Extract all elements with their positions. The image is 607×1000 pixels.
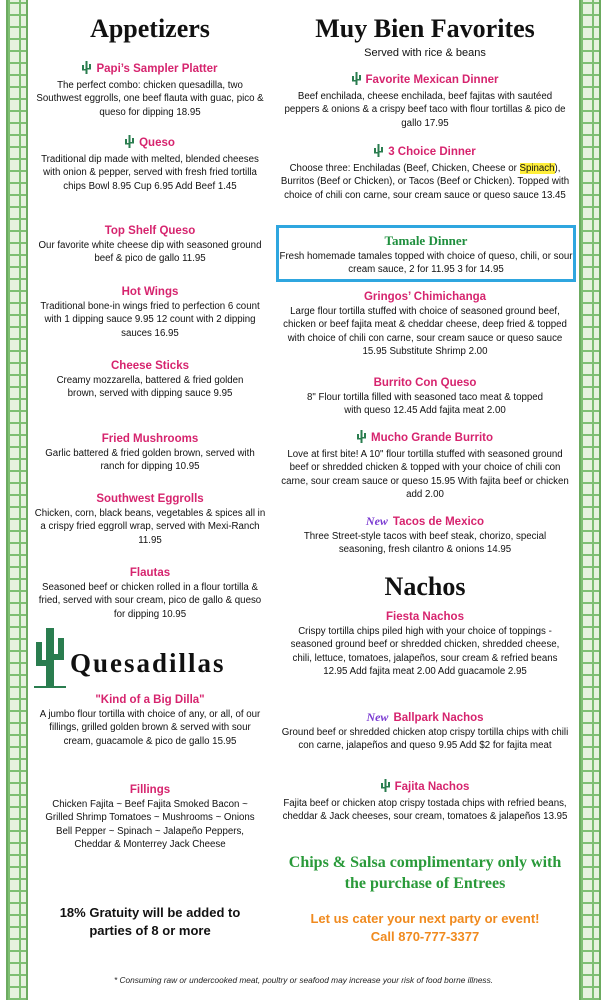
item-title: Cheese Sticks <box>111 360 189 372</box>
item-description: Traditional dip made with melted, blended cheeses with onion & pepper, served with fresh fried tortilla chips Bowl 8.95 Cup 6.95 Add Beef 1.45 <box>41 154 259 192</box>
item-title: Papi’s Sampler Platter <box>96 63 218 75</box>
menu-item-fajita-nachos <box>280 779 570 824</box>
menu-item-fillings <box>34 783 266 851</box>
cactus-icon <box>357 430 366 447</box>
item-description: Ground beef or shredded chicken atop crispy tortilla chips with chili con carne, jalapeños and queso 9.95 Add $2 for fajita meat <box>281 727 569 752</box>
quesadillas-header <box>34 626 266 690</box>
menu-item-3-choice-dinner <box>280 144 570 202</box>
cactus-icon <box>374 144 383 161</box>
menu-item-tacos-de-mexico <box>280 514 570 557</box>
item-description: Fajita beef or chicken atop crispy tostada chips with refried beans, cheddar & Jack cheeses, sour cream, tomatoes & jalapeños 13.95 <box>282 798 568 823</box>
item-title: Flautas <box>129 567 171 579</box>
item-description: A jumbo flour tortilla with choice of any, or all, of our fillings, grilled golden brown & served with sour cream, guacamole & pico de gallo 15.95 <box>39 709 261 747</box>
catering-notice: Let us cater your next party or event! Call 870-777-3377 <box>310 911 540 944</box>
menu-item-chimichanga <box>280 290 570 358</box>
item-title: Favorite Mexican Dinner <box>365 74 499 86</box>
cactus-icon <box>381 779 390 796</box>
quesadillas-heading: Quesadillas <box>70 648 226 678</box>
menu-item-papis-sampler <box>34 61 266 119</box>
item-description: Crispy tortilla chips piled high with your choice of toppings - seasoned ground beef or shredded chicken, shredded cheese, chili, lettuce, tomatoes, jalapeños, sour cream & refried beans 12.95 Add fajita meat 2.00 Add guacamole 2.95 <box>290 626 560 677</box>
new-badge: New <box>365 514 388 528</box>
item-title: "Kind of a Big Dilla" <box>95 694 205 706</box>
item-description: Beef enchilada, cheese enchilada, beef fajitas with sautéed peppers & onions & a crispy beef taco with flour tortillas & pico de gallo 17.95 <box>284 91 566 129</box>
menu-item-mucho-grande-burrito <box>280 430 570 501</box>
chips-salsa-note: Chips & Salsa complimentary only with the purchase of Entrees <box>288 854 562 892</box>
item-description: 8" Flour tortilla filled with seasoned taco meat & topped with queso 12.45 Add fajita meat 2.00 <box>306 392 544 417</box>
item-title: Tacos de Mexico <box>392 516 485 528</box>
item-description: Creamy mozzarella, battered & fried golden brown, served with dipping sauce 9.95 <box>56 375 244 400</box>
item-title: Fried Mushrooms <box>101 433 199 445</box>
cactus-icon <box>352 72 361 89</box>
item-title: Fillings <box>129 784 171 796</box>
favorites-heading: Muy Bien Favorites <box>315 14 535 43</box>
item-description: Chicken, corn, black beans, vegetables & spices all in a crispy fried eggroll wrap, served with Mexi-Ranch 11.95 <box>34 508 266 546</box>
desc-part: ), Burritos (Beef or Chicken), or Tacos (Beef or Chicken). Topped with choice of chili con carne, sour cream sauce or queso sauce 13.45 <box>280 163 570 201</box>
menu-item-fried-mushrooms <box>34 432 266 474</box>
menu-item-queso <box>34 135 266 193</box>
item-title: 3 Choice Dinner <box>388 146 476 158</box>
item-description: Chicken Fajita ~ Beef Fajita Smoked Bacon ~ Grilled Shrimp Tomatoes ~ Mushrooms ~ Onions Bell Pepper ~ Spinach ~ Jalapeño Peppers, Cheddar & Monterrey Jack Cheese <box>45 799 255 850</box>
menu-item-cheese-sticks <box>34 359 266 401</box>
highlighted-word: Spinach <box>519 163 555 174</box>
item-description: Traditional bone-in wings fried to perfection 6 count with 1 dipping sauce 9.95 12 count with 2 dipping sauces 16.95 <box>40 301 260 339</box>
left-decorative-border <box>6 0 28 1000</box>
nachos-heading: Nachos <box>384 572 466 601</box>
item-title: Southwest Eggrolls <box>96 493 204 505</box>
right-decorative-border <box>579 0 601 1000</box>
item-title: Top Shelf Queso <box>104 225 196 237</box>
favorites-subheading: Served with rice & beans <box>364 47 486 59</box>
item-title: Burrito Con Queso <box>373 377 477 389</box>
item-title: Mucho Grande Burrito <box>370 432 494 444</box>
item-description: Our favorite white cheese dip with seasoned ground beef & pico de gallo 11.95 <box>38 240 262 265</box>
menu-item-southwest-eggrolls <box>34 492 266 547</box>
cactus-icon <box>82 61 91 78</box>
item-description: Seasoned beef or chicken rolled in a flour tortilla & fried, served with sour cream, pico de gallo & queso for dipping 10.95 <box>38 582 262 620</box>
item-description: The perfect combo: chicken quesadilla, two Southwest eggrolls, one beef flauta with guac, pico & queso for dipping 18.95 <box>36 80 264 118</box>
gratuity-notice: 18% Gratuity will be added to parties of 8 or more <box>59 905 241 938</box>
menu-item-ballpark-nachos <box>280 710 570 753</box>
item-title: Hot Wings <box>121 286 179 298</box>
menu-item-burrito-con-queso <box>280 376 570 418</box>
item-title: Fajita Nachos <box>394 781 470 793</box>
item-title: Tamale Dinner <box>384 233 468 248</box>
menu-item-big-dilla <box>34 693 266 748</box>
item-description <box>280 162 570 202</box>
item-description: Love at first bite! A 10" flour tortilla stuffed with seasoned ground beef or shredded chicken & topped with your choice of chili con carne, sour cream sauce or queso 15.95 With fajita beef or chicken add 2.00 <box>281 449 569 500</box>
menu-item-flautas <box>34 566 266 621</box>
menu-item-fiesta-nachos <box>280 610 570 678</box>
cactus-icon <box>125 135 134 152</box>
item-title: Fiesta Nachos <box>386 611 464 623</box>
appetizers-heading: Appetizers <box>90 14 210 43</box>
desc-part: Choose three: Enchiladas (Beef, Chicken, Cheese or <box>289 163 520 174</box>
item-description: Fresh homemade tamales topped with choice of queso, chili, or sour cream sauce, 2 for 11.95 3 for 14.95 <box>279 251 573 276</box>
item-description: Large flour tortilla stuffed with choice of seasoned ground beef, chicken or beef fajita meat & cheddar cheese, deep fried & topped with choice of chili con carne, sour cream sauce or queso sauce 15.95 Substitute Shrimp 2.00 <box>283 306 567 357</box>
menu-item-favorite-mexican-dinner <box>280 72 570 130</box>
item-title: Queso <box>139 137 175 149</box>
item-description: Garlic battered & fried golden brown, served with ranch for dipping 10.95 <box>45 448 255 473</box>
big-cactus-icon <box>34 628 66 693</box>
item-description: Three Street-style tacos with beef steak, chorizo, special seasoning, fresh cilantro & onions 14.95 <box>303 531 547 556</box>
tamale-dinner-box <box>276 225 576 282</box>
item-title: Gringos’ Chimichanga <box>363 291 487 303</box>
new-badge: New <box>366 710 389 724</box>
item-title: Ballpark Nachos <box>393 712 484 724</box>
food-safety-disclaimer: * Consuming raw or undercooked meat, poultry or seafood may increase your risk of food borne illness. <box>113 975 494 985</box>
menu-item-hot-wings <box>34 285 266 340</box>
menu-item-top-shelf-queso <box>34 224 266 266</box>
